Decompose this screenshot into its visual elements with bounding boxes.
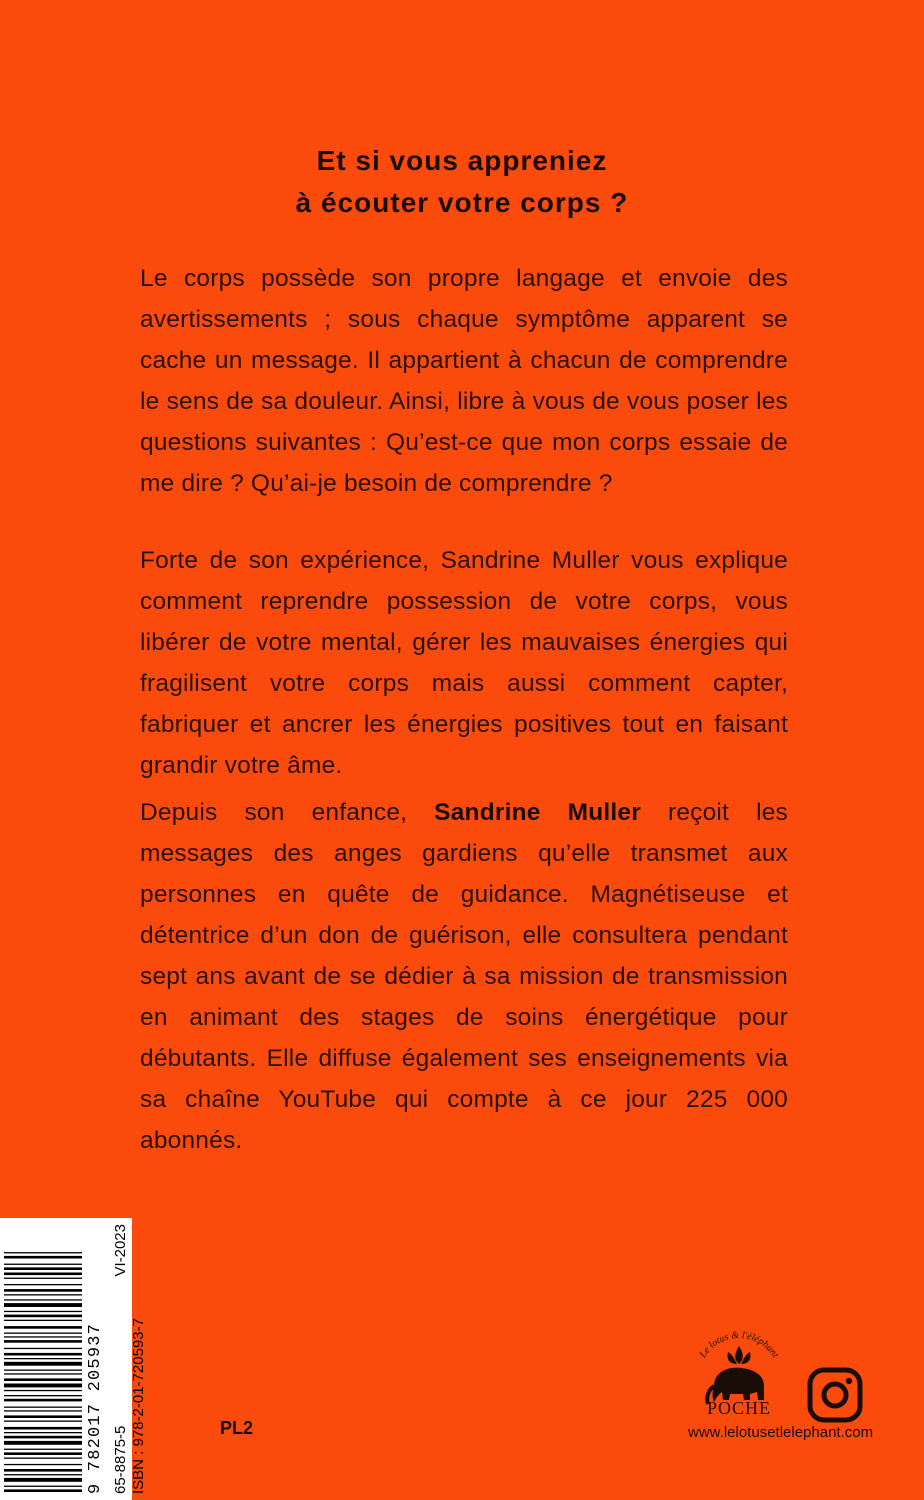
barcode-bar — [4, 1299, 82, 1300]
bio-text-start: Depuis son enfance, — [140, 799, 435, 826]
barcode-row-2 — [130, 1224, 148, 1494]
logo-arc-text: Le lotus & l'éléphant — [697, 1329, 781, 1360]
barcode-bar — [4, 1441, 82, 1445]
barcode-bar — [4, 1458, 82, 1459]
barcode-bar — [4, 1333, 82, 1334]
barcode-bar — [4, 1384, 82, 1388]
barcode-block — [0, 1218, 147, 1500]
paragraph-experience: Forte de son expérience, Sandrine Muller vous explique comment reprendre possession de votre corps, vous libérer de votre mental, gérer les mauvaises énergies qui fragilisent votre corps mais aussi comment capter, fabriquer et ancrer les énergies positives tout en faisant grandir votre âme. — [140, 547, 788, 779]
barcode-bar — [4, 1289, 82, 1292]
barcode-bar — [4, 1464, 82, 1465]
barcode-bar — [4, 1303, 82, 1307]
barcode-bar — [4, 1478, 82, 1482]
barcode-bar — [4, 1336, 82, 1337]
publisher-website[interactable]: www.lelotusetlelephant.com — [688, 1424, 874, 1441]
barcode-bar — [4, 1399, 82, 1402]
barcode-bar — [4, 1452, 82, 1455]
barcode-rotated — [0, 1218, 147, 1500]
barcode-digits: 9 782017 205937 — [86, 1322, 105, 1494]
barcode-bar — [4, 1415, 82, 1418]
barcode-bar — [4, 1427, 82, 1430]
barcode-bar — [4, 1315, 82, 1318]
barcode-bar — [4, 1284, 82, 1285]
barcode-bar — [4, 1273, 82, 1276]
barcode-bar — [4, 1436, 82, 1439]
barcode-bar — [4, 1469, 82, 1472]
headline-line-1: Et si vous appreniez — [316, 145, 608, 176]
collection-label: POCHE — [706, 1398, 771, 1418]
barcode-bar — [4, 1267, 82, 1270]
barcode-bar — [4, 1256, 82, 1259]
barcode-bar — [4, 1407, 82, 1408]
barcode-bar — [4, 1340, 82, 1343]
barcode-row-1 — [112, 1224, 130, 1494]
barcode-bar — [4, 1320, 82, 1321]
barcode-bar — [4, 1421, 82, 1422]
paragraph-intro: Le corps possède son propre langage et envoie des avertissements ; sous chaque symptôme apparent se cache un message. Il appartient à chacun de comprendre le sens de sa douleur. Ainsi, libre à vous de vous poser les questions suivantes : Qu’est-ce que mon corps essaie de me dire ? Qu’ai-je besoin de comprendre ? — [140, 265, 788, 497]
barcode-bar — [4, 1474, 82, 1475]
isbn-number: ISBN : 978-2-01-720593-7 — [130, 1318, 147, 1494]
barcode-bar — [4, 1326, 82, 1329]
barcode-bar — [4, 1252, 82, 1253]
barcode-bar — [4, 1489, 82, 1492]
barcode-bar — [4, 1294, 82, 1295]
barcode-bar — [4, 1410, 82, 1411]
barcode-bar — [4, 1358, 82, 1359]
edition-code: VI-2023 — [112, 1224, 129, 1277]
barcode-bar — [4, 1390, 82, 1391]
barcode-bar — [4, 1353, 82, 1356]
barcode-bar — [4, 1278, 82, 1279]
barcode-bar — [4, 1311, 82, 1312]
barcode-bar — [4, 1378, 82, 1381]
barcode-bar — [4, 1373, 82, 1374]
barcode-bar — [4, 1449, 82, 1450]
instagram-icon[interactable] — [806, 1366, 864, 1424]
back-cover-headline — [0, 140, 924, 224]
pl-code: PL2 — [220, 1418, 254, 1438]
barcode-bar — [4, 1486, 82, 1487]
barcode-bar — [4, 1432, 82, 1433]
barcode-bar — [4, 1264, 82, 1265]
barcode-bar — [4, 1370, 82, 1371]
barcode-bars — [4, 1222, 84, 1496]
barcode-bar — [4, 1395, 82, 1396]
headline-line-2: à écouter votre corps ? — [295, 187, 629, 218]
author-name: Sandrine Muller — [434, 799, 641, 826]
barcode-bar — [4, 1362, 82, 1366]
barcode-bar — [4, 1348, 82, 1349]
internal-code: 65-8875-5 — [112, 1425, 129, 1494]
paragraph-author-bio — [140, 792, 788, 1161]
bio-text-rest: reçoit les messages des anges gardiens qu’elle transmet aux personnes en quête de guidance. Magnétiseuse et détentrice d’un don de guérison, elle consultera pendant sept ans avant de se dédier à sa mission de transmission en animant des stages de soins énergétique pour débutants. Elle diffuse également ses enseignements via sa chaîne YouTube qui compte à ce jour 225 000 abonnés. — [140, 799, 788, 1154]
